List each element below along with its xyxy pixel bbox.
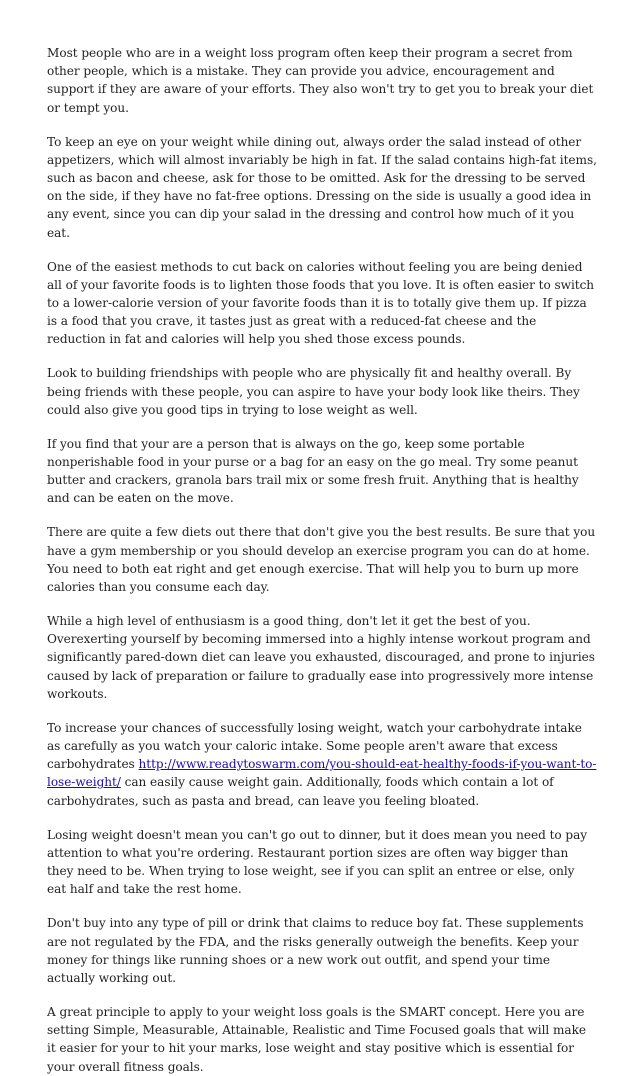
paragraph-enthusiasm: While a high level of enthusiasm is a good thing, don't let it get the best of you. Overexerting yourself by becoming immersed into a highly intense workout program and significantly pared-down diet can leave you exhausted, discouraged, and prone to injuries caused by lack of preparation or failure to gradually ease into progressively more intense workouts. (47, 614, 595, 701)
paragraph-carbohydrates-after: can easily cause weight gain. Additionally, foods which contain a lot of carbohydrates, such as pasta and bread, can leave you feeling bloated. (47, 775, 554, 808)
paragraph-tell-others: Most people who are in a weight loss program often keep their program a secret from other people, which is a mistake. They can provide you advice, encouragement and support if they are aware of your efforts. They also won't try to get you to break your diet or tempt you. (47, 46, 594, 115)
paragraph-fit-friendships: Look to building friendships with people who are physically fit and healthy overall. By being friends with these people, you can aspire to have your body look like theirs. They could also give you good tips in trying to lose weight as well. (47, 366, 580, 417)
paragraph-smart-goals: A great principle to apply to your weight loss goals is the SMART concept. Here you are setting Simple, Measurable, Attainable, Realistic and Time Focused goals that will make it easier for your to hit your marks, lose weight and stay positive which is essential for your overall fitness goals. (47, 1004, 586, 1074)
article-link[interactable]: http://www.readytoswarm.com/you-should-eat-healthy-foods-if-you-want-to-lose-weight/ (47, 757, 597, 790)
paragraph-portable-food: If you find that your are a person that is always on the go, keep some portable nonperishable food in your purse or a bag for an easy on the go meal. Try some peanut butter and crackers, granola bars trail mix or some fresh fruit. Anything that is healthy and can be eaten on the move. (47, 436, 579, 506)
document-body (47, 44, 597, 1076)
paragraph-dining-out-salad: To keep an eye on your weight while dining out, always order the salad instead of other appetizers, which will almost invariably be high in fat. If the salad contains high-fat items, such as bacon and cheese, ask for those to be omitted. Ask for the dressing to be served on the side, if they have no fat-free options. Dressing on the side is usually a good idea in any event, since you can dip your salad in the dressing and control how much of it you eat. (47, 134, 597, 240)
paragraph-lighten-foods: One of the easiest methods to cut back on calories without feeling you are being denied all of your favorite foods is to lighten those foods that you love. It is often easier to switch to a lower-calorie version of your favorite foods than it is to totally give them up. If pizza is a food that you crave, it tastes just as great with a reduced-fat cheese and the reduction in fat and calories will help you shed those excess pounds. (47, 259, 595, 347)
paragraph-carbohydrates-before: To increase your chances of successfully losing weight, watch your carbohydrate intake as carefully as you watch your caloric intake. Some people aren't aware that excess carbohydrates (47, 720, 582, 772)
paragraph-dinner-portions: Losing weight doesn't mean you can't go out to dinner, but it does mean you need to pay attention to what you're ordering. Restaurant portion sizes are often way bigger than they need to be. When trying to lose weight, see if you can split an entree or else, only eat half and take the rest home. (47, 827, 588, 897)
paragraph-pills: Don't buy into any type of pill or drink that claims to reduce boy fat. These supplements are not regulated by the FDA, and the risks generally outweigh the benefits. Keep your money for things like running shoes or a new work out outfit, and spend your time actually working out. (47, 916, 584, 985)
paragraph-carbohydrates (47, 719, 597, 810)
paragraph-diet-and-exercise: There are quite a few diets out there that don't give you the best results. Be sure that you have a gym membership or you should develop an exercise program you can do at home. You need to both eat right and get enough exercise. That will help you to burn up more calories than you consume each day. (47, 525, 596, 595)
